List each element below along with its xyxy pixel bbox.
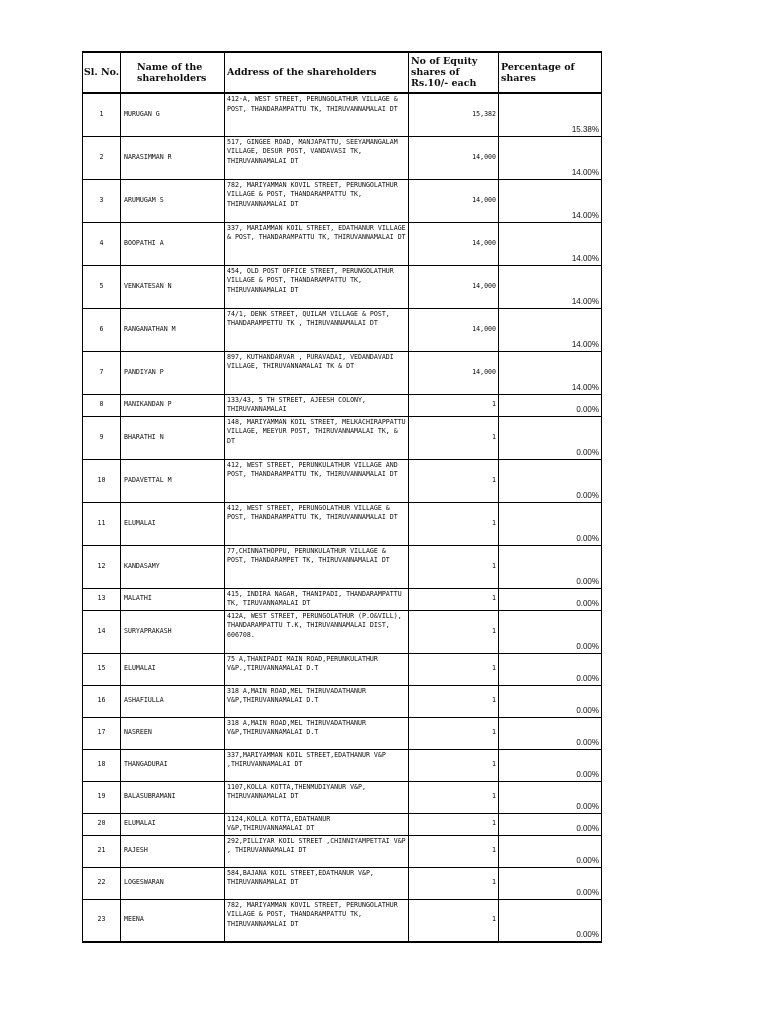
percentage-value: 0.00% xyxy=(576,598,599,608)
shareholder-name-cell: MURUGAN G xyxy=(121,93,225,136)
shares-count-cell: 1 xyxy=(409,545,499,588)
shareholder-address-cell: 337,MARIYAMMAN KOIL STREET,EDATHANUR V&P ,THIRUVANNAMALAI DT xyxy=(225,749,409,781)
shareholder-name-cell: SURYAPRAKASH xyxy=(121,610,225,653)
shareholder-address-cell: 77,CHINNATHOPPU, PERUNKULATHUR VILLAGE & POST, THANDARAMPET TK, THIRUVANNAMALAI DT xyxy=(225,545,409,588)
percentage-cell xyxy=(499,93,602,136)
shareholder-name-cell: BHARATHI N xyxy=(121,416,225,459)
shareholder-name-cell: ARUMUGAM S xyxy=(121,179,225,222)
table-row xyxy=(83,545,602,588)
shareholder-name-cell: MANIKANDAN P xyxy=(121,394,225,416)
percentage-value: 0.00% xyxy=(576,737,599,747)
shares-count-cell: 1 xyxy=(409,899,499,942)
shares-count-cell: 14,000 xyxy=(409,351,499,394)
table-row xyxy=(83,136,602,179)
percentage-cell xyxy=(499,588,602,610)
shareholder-address-cell: 74/1, DENK STREET, QUILAM VILLAGE & POST, THANDARAMPETTU TK , THIRUVANNAMALAI DT xyxy=(225,308,409,351)
sl-no-cell: 8 xyxy=(83,394,121,416)
sl-no-cell: 23 xyxy=(83,899,121,942)
percentage-value: 0.00% xyxy=(576,801,599,811)
percentage-value: 0.00% xyxy=(576,705,599,715)
sl-no-cell: 9 xyxy=(83,416,121,459)
shareholder-name-cell: ASHAFIULLA xyxy=(121,685,225,717)
percentage-value: 0.00% xyxy=(576,673,599,683)
percentage-cell xyxy=(499,835,602,867)
sl-no-cell: 3 xyxy=(83,179,121,222)
shareholder-name-cell: ELUMALAI xyxy=(121,653,225,685)
table-row xyxy=(83,502,602,545)
sl-no-cell: 6 xyxy=(83,308,121,351)
shareholder-address-cell: 415, INDIRA NAGAR, THANIPADI, THANDARAMPATTU TK, TIRUVANNAMALAI DT xyxy=(225,588,409,610)
shareholder-address-cell: 412, WEST STREET, PERUNGOLATHUR VILLAGE & POST, THANDARAMPATTU TK, THIRUVANNAMALAI DT xyxy=(225,502,409,545)
table-row xyxy=(83,588,602,610)
table-row xyxy=(83,653,602,685)
sl-no-cell: 14 xyxy=(83,610,121,653)
shares-count-cell: 1 xyxy=(409,653,499,685)
shareholder-name-cell: KANDASAMY xyxy=(121,545,225,588)
percentage-cell xyxy=(499,459,602,502)
sl-no-cell: 4 xyxy=(83,222,121,265)
shareholder-name-cell: PADAVETTAL M xyxy=(121,459,225,502)
percentage-value: 14.00% xyxy=(571,253,599,263)
shareholder-address-cell: 782, MARIYAMMAN KOVIL STREET, PERUNGOLATHUR VILLAGE & POST, THANDARAMPATTU TK, THIRUVANNAMALAI DT xyxy=(225,179,409,222)
shareholder-name-cell: ELUMALAI xyxy=(121,813,225,835)
percentage-value: 0.00% xyxy=(576,855,599,865)
shares-count-cell: 1 xyxy=(409,459,499,502)
table-row xyxy=(83,610,602,653)
percentage-value: 0.00% xyxy=(576,447,599,457)
shareholder-address-cell: 897, KUTHANDARVAR , PURAVADAI, VEDANDAVADI VILLAGE, THIRUVANNAMALAI TK & DT xyxy=(225,351,409,394)
percentage-value: 14.00% xyxy=(571,296,599,306)
shareholder-name-cell: PANDIYAN P xyxy=(121,351,225,394)
shares-count-cell: 14,000 xyxy=(409,179,499,222)
sl-no-cell: 21 xyxy=(83,835,121,867)
sl-no-cell: 2 xyxy=(83,136,121,179)
table-row xyxy=(83,416,602,459)
table-row xyxy=(83,394,602,416)
table-row xyxy=(83,93,602,136)
percentage-value: 0.00% xyxy=(576,404,599,414)
shareholders-table xyxy=(82,51,602,943)
table-row xyxy=(83,835,602,867)
table-header xyxy=(83,52,602,93)
shareholder-name-cell: THANGADURAI xyxy=(121,749,225,781)
shareholder-address-cell: 454, OLD POST OFFICE STREET, PERUNGOLATHUR VILLAGE & POST, THANDARAMPATTU TK, THIRUVANNAMALAI DT xyxy=(225,265,409,308)
sl-no-cell: 22 xyxy=(83,867,121,899)
shares-count-cell: 1 xyxy=(409,813,499,835)
shares-count-cell: 1 xyxy=(409,588,499,610)
shareholder-address-cell: 75 A,THANIPADI MAIN ROAD,PERUNKULATHUR V&P.,TIRUVANNAMALAI D.T xyxy=(225,653,409,685)
shares-count-cell: 1 xyxy=(409,394,499,416)
percentage-cell xyxy=(499,685,602,717)
sl-no-cell: 10 xyxy=(83,459,121,502)
percentage-value: 0.00% xyxy=(576,887,599,897)
shareholder-name-cell: LOGESWARAN xyxy=(121,867,225,899)
percentage-cell xyxy=(499,502,602,545)
sl-no-cell: 5 xyxy=(83,265,121,308)
shareholder-address-cell: 782, MARIYAMMAN KOVIL STREET, PERUNGOLATHUR VILLAGE & POST, THANDARAMPATTU TK, THIRUVANNAMALAI DT xyxy=(225,899,409,942)
percentage-value: 0.00% xyxy=(576,490,599,500)
sl-no-cell: 12 xyxy=(83,545,121,588)
table-row xyxy=(83,717,602,749)
table-body xyxy=(83,93,602,942)
sl-no-cell: 11 xyxy=(83,502,121,545)
percentage-value: 0.00% xyxy=(576,823,599,833)
percentage-value: 14.00% xyxy=(571,167,599,177)
sl-no-cell: 15 xyxy=(83,653,121,685)
shareholder-address-cell: 148, MARIYAMMAN KOIL STREET, MELKACHIRAPPATTU VILLAGE, MEEYUR POST, THIRUVANNAMALAI TK, & DT xyxy=(225,416,409,459)
shareholder-name-cell: RAJESH xyxy=(121,835,225,867)
shares-count-cell: 1 xyxy=(409,416,499,459)
shares-count-cell: 14,000 xyxy=(409,222,499,265)
shareholder-name-cell: VENKATESAN N xyxy=(121,265,225,308)
percentage-value: 14.00% xyxy=(571,339,599,349)
percentage-cell xyxy=(499,781,602,813)
shares-count-cell: 15,382 xyxy=(409,93,499,136)
shareholder-name-cell: NASREEN xyxy=(121,717,225,749)
sl-no-cell: 18 xyxy=(83,749,121,781)
table-row xyxy=(83,265,602,308)
table-row xyxy=(83,179,602,222)
sl-no-cell: 13 xyxy=(83,588,121,610)
sl-no-cell: 7 xyxy=(83,351,121,394)
table-row xyxy=(83,222,602,265)
percentage-cell xyxy=(499,717,602,749)
shareholder-name-cell: MEENA xyxy=(121,899,225,942)
percentage-cell xyxy=(499,813,602,835)
percentage-cell xyxy=(499,610,602,653)
table-row xyxy=(83,867,602,899)
percentage-value: 14.00% xyxy=(571,382,599,392)
header-shares: No of Equity shares of Rs.10/- each xyxy=(409,52,499,93)
shareholder-address-cell: 318 A,MAIN ROAD,MEL THIRUVADATHANUR V&P,THIRUVANNAMALAI D.T xyxy=(225,685,409,717)
percentage-cell xyxy=(499,179,602,222)
sl-no-cell: 1 xyxy=(83,93,121,136)
percentage-value: 0.00% xyxy=(576,769,599,779)
sl-no-cell: 19 xyxy=(83,781,121,813)
shares-count-cell: 1 xyxy=(409,867,499,899)
header-name: Name of the shareholders xyxy=(121,52,225,93)
shares-count-cell: 14,000 xyxy=(409,136,499,179)
shareholder-address-cell: 584,BAJANA KOIL STREET,EDATHANUR V&P, THIRUVANNAMALAI DT xyxy=(225,867,409,899)
header-row xyxy=(83,52,602,93)
shares-count-cell: 1 xyxy=(409,610,499,653)
percentage-cell xyxy=(499,653,602,685)
percentage-cell xyxy=(499,867,602,899)
table-row xyxy=(83,781,602,813)
percentage-cell xyxy=(499,899,602,942)
sl-no-cell: 16 xyxy=(83,685,121,717)
table-row xyxy=(83,749,602,781)
shares-count-cell: 14,000 xyxy=(409,265,499,308)
header-percentage: Percentage of shares xyxy=(499,52,602,93)
table-row xyxy=(83,813,602,835)
percentage-cell xyxy=(499,545,602,588)
shareholder-name-cell: ELUMALAI xyxy=(121,502,225,545)
shares-count-cell: 1 xyxy=(409,717,499,749)
table-row xyxy=(83,899,602,942)
shareholder-address-cell: 1107,KOLLA KOTTA,THENMUDIYANUR V&P, THIRUVANNAMALAI DT xyxy=(225,781,409,813)
shareholder-address-cell: 133/43, 5 TH STREET, AJEESH COLONY, THIRUVANNAMALAI xyxy=(225,394,409,416)
percentage-cell xyxy=(499,749,602,781)
table-row xyxy=(83,351,602,394)
percentage-cell xyxy=(499,222,602,265)
shareholder-name-cell: BALASUBRAMANI xyxy=(121,781,225,813)
percentage-cell xyxy=(499,308,602,351)
shareholder-name-cell: BOOPATHI A xyxy=(121,222,225,265)
percentage-value: 15.38% xyxy=(571,124,599,134)
table-row xyxy=(83,308,602,351)
percentage-cell xyxy=(499,351,602,394)
shareholder-address-cell: 412-A, WEST STREET, PERUNGOLATHUR VILLAGE & POST, THANDARAMPATTU TK, THIRUVANNAMALAI DT xyxy=(225,93,409,136)
shareholder-address-cell: 318 A,MAIN ROAD,MEL THIRUVADATHANUR V&P,THIRUVANNAMALAI D.T xyxy=(225,717,409,749)
shareholder-address-cell: 517, GINGEE ROAD, MANJAPATTU, SEEYAMANGALAM VILLAGE, DESUR POST, VANDAVASI TK, THIRUVANNAMALAI DT xyxy=(225,136,409,179)
percentage-cell xyxy=(499,136,602,179)
shares-count-cell: 14,000 xyxy=(409,308,499,351)
percentage-cell xyxy=(499,265,602,308)
sl-no-cell: 17 xyxy=(83,717,121,749)
shareholder-name-cell: RANGANATHAN M xyxy=(121,308,225,351)
shareholder-address-cell: 292,PILLIYAR KOIL STREET ,CHINNIYAMPETTAI V&P , THIRUVANNAMALAI DT xyxy=(225,835,409,867)
shareholder-address-cell: 337, MARIAMMAN KOIL STREET, EDATHANUR VILLAGE & POST, THANDARAMPATTU TK, THIRUVANNAMALAI DT xyxy=(225,222,409,265)
percentage-value: 0.00% xyxy=(576,641,599,651)
header-sl-no: Sl. No. xyxy=(83,52,121,93)
shareholder-name-cell: NARASIMMAN R xyxy=(121,136,225,179)
shareholder-address-cell: 412A, WEST STREET, PERUNGOLATHUR (P.O&VILL), THANDARAMPATTU T.K, THIRUVANNAMALAI DIST, 606708. xyxy=(225,610,409,653)
percentage-cell xyxy=(499,416,602,459)
percentage-value: 0.00% xyxy=(576,533,599,543)
sl-no-cell: 20 xyxy=(83,813,121,835)
shares-count-cell: 1 xyxy=(409,502,499,545)
shareholder-name-cell: MALATHI xyxy=(121,588,225,610)
percentage-cell xyxy=(499,394,602,416)
percentage-value: 0.00% xyxy=(576,930,599,940)
shareholder-address-cell: 1124,KOLLA KOTTA,EDATHANUR V&P,THIRUVANNAMALAI DT xyxy=(225,813,409,835)
table-row xyxy=(83,459,602,502)
shares-count-cell: 1 xyxy=(409,781,499,813)
shares-count-cell: 1 xyxy=(409,749,499,781)
header-address: Address of the shareholders xyxy=(225,52,409,93)
table-row xyxy=(83,685,602,717)
shares-count-cell: 1 xyxy=(409,685,499,717)
shares-count-cell: 1 xyxy=(409,835,499,867)
shareholder-address-cell: 412, WEST STREET, PERUNKULATHUR VILLAGE AND POST, THANDARAMPATTU TK, THIRUVANNAMALAI DT xyxy=(225,459,409,502)
percentage-value: 14.00% xyxy=(571,210,599,220)
percentage-value: 0.00% xyxy=(576,576,599,586)
